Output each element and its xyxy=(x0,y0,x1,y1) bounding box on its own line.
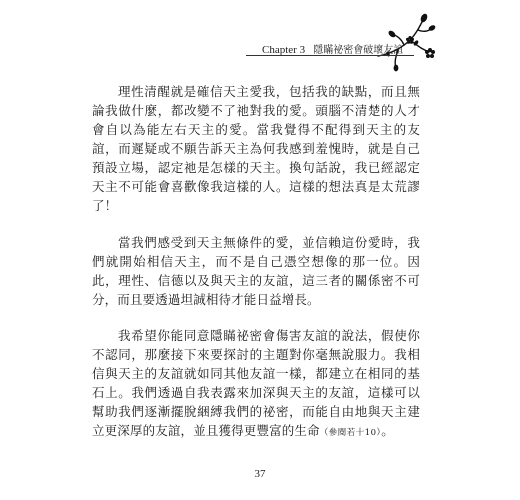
paragraph xyxy=(92,233,420,309)
running-header xyxy=(262,41,403,56)
paragraph-text: 我希望你能同意隱瞞祕密會傷害友誼的說法，假使你不認同，那麼接下來要探討的主題對你毫無說服力。我相信與天主的友誼就如同其他友誼一樣，都建立在相同的基石上。我們透過自我表露來加深與天主的友誼，這樣可以幫助我們逐漸擺脫綑縛我們的祕密，而能自由地與天主建立更深厚的友誼，並且獲得更豐富的生命 xyxy=(92,328,420,438)
paragraph-text: 當我們感受到天主無條件的愛，並信賴這份愛時，我們就開始相信天主，而不是自己憑空想像的那一位。因此，理性、信德以及與天主的友誼，這三者的關係密不可分，而且要透過坦誠相待才能日益增長。 xyxy=(92,235,420,307)
body-text xyxy=(92,82,420,460)
chapter-title: 隱瞞祕密會破壞友誼 xyxy=(313,45,404,56)
paragraph-text: 理性清醒就是確信天主愛我，包括我的缺點，而且無論我做什麼，都改變不了祂對我的愛。頭腦不清楚的人才會自以為能左右天主的愛。當我覺得不配得到天主的友誼，而遲疑或不願告訴天主為何我感到羞愧時，就是自己預設立場，認定祂是怎樣的天主。換句話說，我已經認定天主不可能會喜歡像我這樣的人。這樣的想法真是太荒謬了！ xyxy=(92,84,420,213)
page-number: 37 xyxy=(254,468,266,480)
paragraph-end: 。 xyxy=(381,423,394,438)
header-rule xyxy=(246,55,414,56)
paragraph xyxy=(92,82,420,215)
paragraph xyxy=(92,326,420,443)
bible-citation: （參閱若十10） xyxy=(319,428,382,438)
chapter-label: Chapter 3 xyxy=(262,44,306,56)
